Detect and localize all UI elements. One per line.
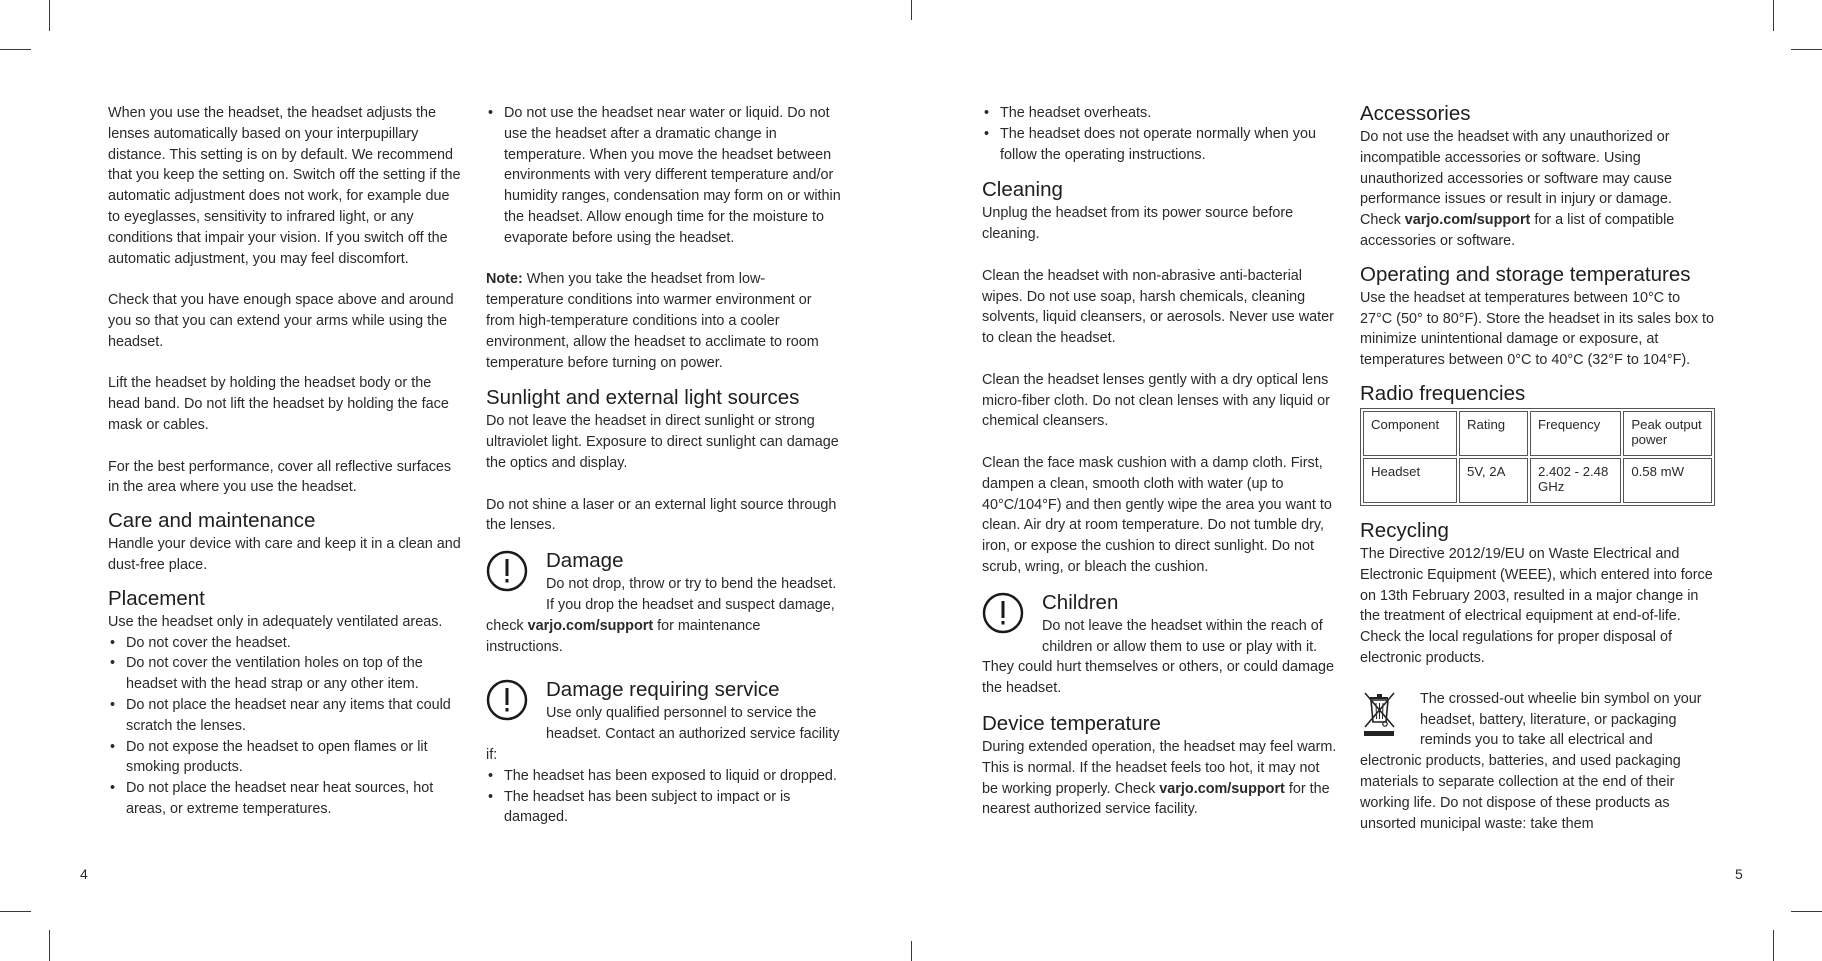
device-temperature-text — [982, 737, 1337, 820]
table-header-cell: Rating — [1459, 411, 1528, 456]
damage-text — [486, 574, 841, 657]
placement-text: Use the headset only in adequately ventilated areas. — [108, 613, 443, 630]
placement-list — [108, 633, 463, 820]
support-link[interactable]: varjo.com/support — [1404, 212, 1531, 229]
care-heading: Care and maintenance — [108, 509, 316, 533]
note-text: When you take the headset from low-temperature conditions into warmer environment or from high-temperature conditions into a cooler environment, allow the headset to acclimate to room temperature before turning on power. — [486, 271, 819, 371]
intro-paragraph: For the best performance, cover all reflective surfaces in the area where you use the headset. — [108, 458, 452, 496]
list-item: • Do not place the headset near any items that could scratch the lenses. — [108, 695, 463, 737]
device-temperature-heading: Device temperature — [982, 711, 1161, 735]
intro-paragraph: When you use the headset, the headset adjusts the lenses automatically based on your interpupillary distance. This setting is on by default. We recommend that you keep the setting on. Switch off the setting if the automatic adjustment does not work, for example due to eyeglasses, sensitivity to infrared light, or any conditions that impair your vision. If you switch off the automatic adjustment, you may feel discomfort. — [108, 105, 461, 267]
crop-mark — [1791, 49, 1822, 50]
table-header-row — [1363, 411, 1712, 456]
page-number-left: 4 — [80, 866, 88, 882]
cleaning-paragraph: Unplug the headset from its power source before cleaning. — [982, 205, 1294, 243]
column-1 — [108, 103, 463, 820]
warning-icon — [486, 550, 528, 592]
damage-text-part: for maintenance instructions. — [486, 617, 761, 655]
opstorage-heading: Operating and storage temperatures — [1360, 262, 1691, 286]
children-text: Do not leave the headset within the reach of children or allow them to use or play with it. They could hurt themselves or others, or could damage the headset. — [982, 617, 1334, 697]
column-3 — [982, 103, 1337, 820]
list-item: • Do not use the headset near water or liquid. Do not use the headset after a dramatic change in temperature. When you move the headset between environments with very different temperature and/or humidity ranges, condensation may form on or within the headset. Allow enough time for the moisture to evaporate before using the headset. — [486, 103, 841, 249]
crop-mark — [0, 911, 31, 912]
table-cell: 0.58 mW — [1623, 458, 1712, 503]
weee-section — [1360, 689, 1715, 835]
accessories-part: Do not use the headset with any unauthorized or incompatible accessories or software. Using unauthorized accessories or software may cause performance issues or result in injury or damage. Check — [1360, 129, 1672, 229]
crop-mark — [1773, 0, 1774, 31]
damage-title: Damage — [546, 549, 624, 573]
crop-mark — [911, 941, 912, 961]
note-label: Note: — [486, 271, 523, 288]
recycling-heading: Recycling — [1360, 518, 1449, 542]
support-link[interactable]: varjo.com/support — [527, 617, 654, 634]
cleaning-heading: Cleaning — [982, 178, 1063, 202]
accessories-part: for a list of compatible accessories or software. — [1360, 212, 1675, 249]
table-cell: Headset — [1363, 458, 1457, 503]
opstorage-text: Use the headset at temperatures between 10°C to 27°C (50° to 80°F). Store the headset in its sales box to minimize unintentional damage or exposure, at temperatures between 0°C to 40°C (32°F to 104°F). — [1360, 289, 1715, 369]
table-header-cell: Frequency — [1530, 411, 1621, 456]
list-item: • Do not place the headset near heat sources, hot areas, or extreme temperatures. — [108, 778, 463, 820]
accessories-text — [1360, 127, 1715, 252]
warning-icon — [486, 679, 528, 721]
cleaning-paragraph: Clean the headset with non-abrasive anti-bacterial wipes. Do not use soap, harsh chemicals, cleaning solvents, liquid cleansers, or aerosols. Never use water to clean the headset. — [982, 267, 1334, 347]
list-item: • The headset overheats. — [982, 103, 1337, 124]
table-header-cell: Component — [1363, 411, 1457, 456]
cleaning-paragraph: Clean the face mask cushion with a damp cloth. First, dampen a clean, smooth cloth with water (up to 40°C/104°F) and then gently wipe the area you want to clean. Air dry at room temperature. Do not tumble dry, iron, or expose the cushion to direct sunlight. Do not scrub, wring, or bleach the cushion. — [982, 454, 1332, 575]
table-cell: 5V, 2A — [1459, 458, 1528, 503]
device-temperature-part: During extended operation, the headset may feel warm. This is normal. If the headset feels too hot, it may not be working properly. Check — [982, 738, 1337, 797]
intro-paragraph: Lift the headset by holding the headset body or the head band. Do not lift the headset by holding the face mask or cables. — [108, 375, 449, 433]
accessories-heading: Accessories — [1360, 102, 1471, 125]
children-title: Children — [1042, 590, 1119, 614]
crossed-out-wheelie-bin-icon — [1360, 689, 1400, 739]
radio-frequency-table — [1360, 408, 1715, 506]
device-temperature-part: for the nearest authorized service facility. — [982, 780, 1330, 818]
crop-mark — [49, 0, 50, 31]
intro-paragraph: Check that you have enough space above and around you so that you can extend your arms while using the headset. — [108, 292, 454, 350]
placement-heading: Placement — [108, 586, 205, 610]
crop-mark — [1791, 911, 1822, 912]
water-list — [486, 103, 841, 249]
table-cell: 2.402 - 2.48 GHz — [1530, 458, 1621, 503]
sunlight-heading: Sunlight and external light sources — [486, 386, 800, 410]
service-title: Damage requiring service — [546, 678, 780, 702]
page-number-right: 5 — [1735, 866, 1743, 882]
column-2 — [486, 103, 841, 828]
list-item: • The headset has been exposed to liquid or dropped. — [486, 766, 841, 787]
crop-mark — [911, 0, 912, 20]
sunlight-paragraph: Do not leave the headset in direct sunlight or strong ultraviolet light. Exposure to direct sunlight can damage the optics and display. — [486, 413, 839, 471]
list-item: • Do not cover the ventilation holes on top of the headset with the head strap or any other item. — [108, 653, 463, 695]
crop-mark — [1773, 930, 1774, 961]
support-link[interactable]: varjo.com/support — [1159, 780, 1285, 797]
cleaning-paragraph: Clean the headset lenses gently with a dry optical lens micro-fiber cloth. Do not clean lenses with any liquid or chemical cleansers. — [982, 371, 1330, 430]
damage-warning — [486, 548, 841, 657]
table-header-cell: Peak output power — [1623, 411, 1712, 456]
service-warning — [486, 677, 841, 828]
wheelie-bin-text: The crossed-out wheelie bin symbol on your headset, battery, literature, or packaging reminds you to take all electrical and electronic products, batteries, and used packaging materials to separate collection at the end of their working life. Do not dispose of these products as unsorted municipal waste: take them — [1360, 690, 1702, 832]
note-paragraph — [486, 269, 841, 373]
crop-mark — [49, 930, 50, 961]
crop-mark — [0, 49, 31, 50]
service-list — [486, 766, 841, 828]
list-item: • The headset does not operate normally when you follow the operating instructions. — [982, 124, 1337, 166]
children-warning — [982, 590, 1337, 699]
list-item: • The headset has been subject to impact or is damaged. — [486, 787, 841, 829]
damage-text-part: Do not drop, throw or try to bend the headset. If you drop the headset and suspect damage, check — [486, 576, 837, 634]
radio-heading: Radio frequencies — [1360, 381, 1526, 405]
care-text: Handle your device with care and keep it in a clean and dust-free place. — [108, 536, 461, 573]
list-item: • Do not cover the headset. — [108, 633, 463, 654]
recycling-text: The Directive 2012/19/EU on Waste Electrical and Electronic Equipment (WEEE), which entered into force on 13th February 2003, resulted in a major change in the treatment of electrical equipment at end-of-life. Check the local regulations for proper disposal of electronic products. — [1360, 545, 1713, 666]
list-item: • Do not expose the headset to open flames or lit smoking products. — [108, 737, 463, 779]
service-list-continued — [982, 103, 1337, 165]
warning-icon — [982, 592, 1024, 634]
sunlight-paragraph: Do not shine a laser or an external light source through the lenses. — [486, 496, 837, 534]
service-text: Use only qualified personnel to service the headset. Contact an authorized service facility if: — [486, 705, 840, 763]
column-4 — [1360, 101, 1715, 834]
table-row — [1363, 458, 1712, 503]
